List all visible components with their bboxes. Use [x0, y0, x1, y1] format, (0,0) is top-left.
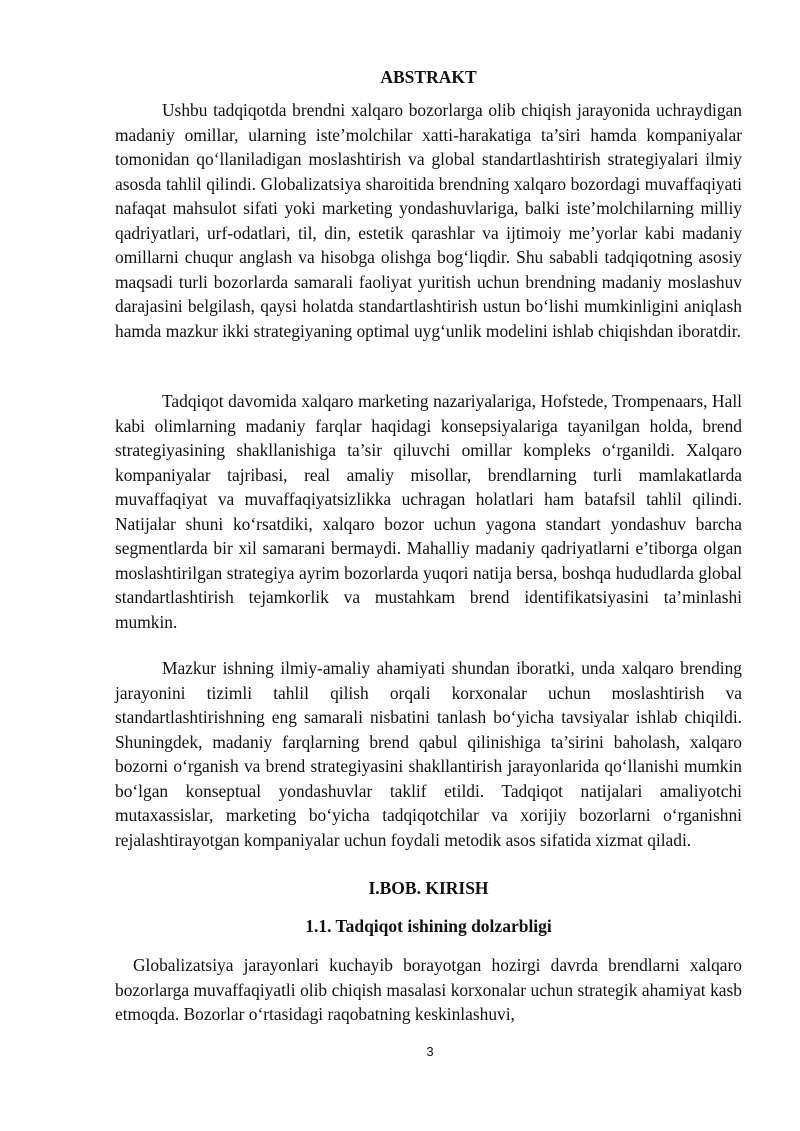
abstract-paragraph-1: Ushbu tadqiqotda brendni xalqaro bozorlarga olib chiqish jarayonida uchraydigan madaniy omillar, ularning iste’molchilar xatti-harakatiga ta’siri hamda kompaniyalar tomonidan qo‘llaniladigan moslashtirish va global standartlashtirish strategiyalari ilmiy asosda tahlil qilindi. Globalizatsiya sharoitida brendning xalqaro bozordagi muvaffaqiyati nafaqat mahsulot sifati yoki marketing yondashuvlariga, balki iste’molchilarning milliy qadriyatlari, urf-odatlari, til, din, estetik qarashlar va ijtimoiy me’yorlar kabi madaniy omillarni chuqur anglash va hisobga olishga bog‘liqdir. Shu sababli tadqiqotning asosiy maqsadi turli bozorlarda samarali faoliyat yuritish uchun brendning madaniy moslashuv darajasini belgilash, qaysi holatda standartlashtirish ustun bo‘lishi mumkinligini aniqlash hamda mazkur ikki strategiyaning optimal uyg‘unlik modelini ishlab chiqishdan iboratdir.: [115, 100, 742, 341]
chapter-title: I.BOB. KIRISH: [368, 878, 489, 898]
abstract-title: ABSTRAKT: [380, 67, 477, 87]
section-title: 1.1. Tadqiqot ishining dolzarbligi: [305, 916, 552, 936]
section-paragraph: Globalizatsiya jarayonlari kuchayib borayotgan hozirgi davrda brendlarni xalqaro bozorlarga muvaffaqiyatli olib chiqish masalasi korxonalar uchun strategik ahamiyat kasb etmoqda. Bozorlar o‘rtasidagi raqobatning keskinlashuvi,: [115, 955, 742, 1024]
page-number: 3: [426, 1044, 434, 1059]
abstract-paragraph-3: Mazkur ishning ilmiy-amaliy ahamiyati shundan iboratki, unda xalqaro brending jarayonini tizimli tahlil qilish orqali korxonalar uchun moslashtirish va standartlashtirishning eng samarali nisbatini tanlash bo‘yicha tavsiyalar ishlab chiqildi. Shuningdek, madaniy farqlarning brend qabul qilinishiga ta’sirini baholash, xalqaro bozorni o‘rganish va brend strategiyasini shakllantirish jarayonlarida qo‘llanishi mumkin bo‘lgan konseptual yondashuvlar taklif etildi. Tadqiqot natijalari amaliyotchi mutaxassislar, marketing bo‘yicha tadqiqotchilar va xorijiy bozorlarni o‘rganishni rejalashtirayotgan kompaniyalar uchun foydali metodik asos sifatida xizmat qiladi.: [115, 658, 742, 850]
abstract-paragraph-2: Tadqiqot davomida xalqaro marketing nazariyalariga, Hofstede, Trompenaars, Hall kabi olimlarning madaniy farqlar haqidagi konsepsiyalariga tayanilgan holda, brend strategiyasining shakllanishiga ta’sir qiluvchi omillar kompleks o‘rganildi. Xalqaro kompaniyalar tajribasi, real amaliy misollar, brendlarning turli mamlakatlarda muvaffaqiyat va muvaffaqiyatsizlikka uchragan holatlari ham batafsil tahlil qilindi. Natijalar shuni ko‘rsatdiki, xalqaro bozor uchun yagona standart yondashuv barcha segmentlarda bir xil samarani bermaydi. Mahalliy madaniy qadriyatlarni e’tiborga olgan moslashtirilgan strategiya ayrim bozorlarda yuqori natija bersa, boshqa hududlarda global standartlashtirish tejamkorlik va mustahkam brend identifikatsiyasini ta’minlashi mumkin.: [115, 391, 742, 632]
